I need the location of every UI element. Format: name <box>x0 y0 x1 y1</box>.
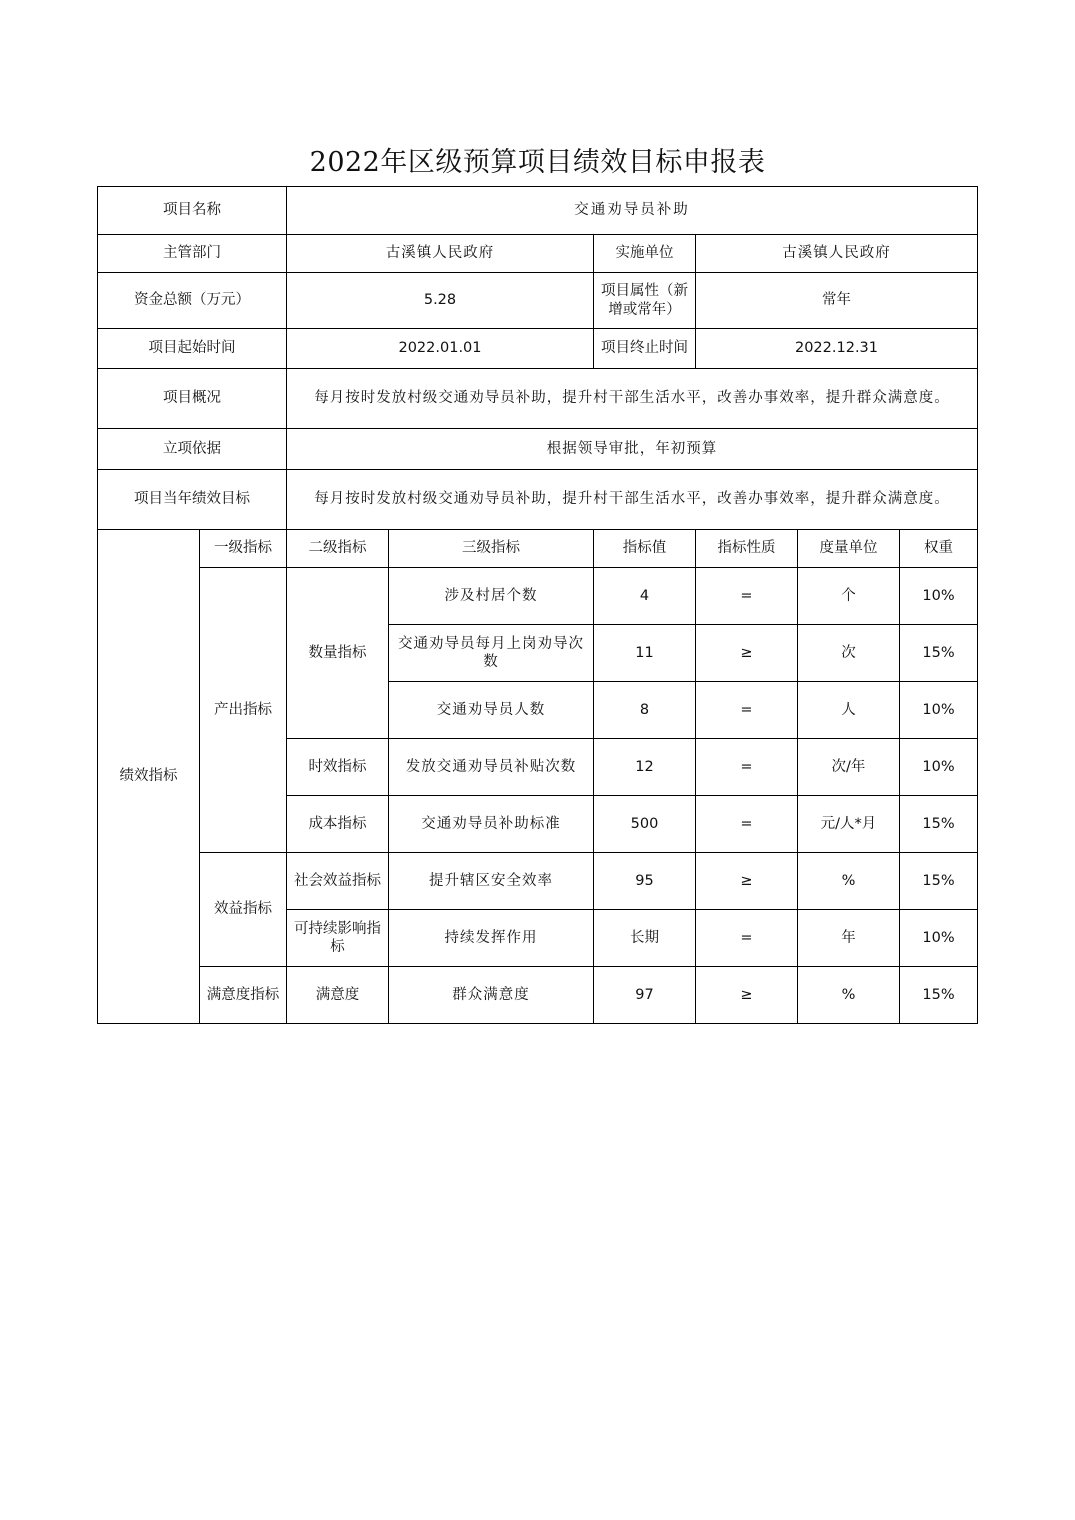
indicator-name: 持续发挥作用 <box>389 910 594 967</box>
indicator-value: 500 <box>594 796 696 853</box>
row-funds <box>98 273 978 329</box>
start-value: 2022.01.01 <box>287 329 594 369</box>
row-basis <box>98 429 978 470</box>
funds-label: 资金总额（万元） <box>98 273 287 329</box>
indicator-weight: 15% <box>900 625 978 682</box>
row-project-name <box>98 187 978 235</box>
indicator-weight: 15% <box>900 853 978 910</box>
indicator-unit: 次/年 <box>798 739 900 796</box>
indicator-value: 11 <box>594 625 696 682</box>
goal-value: 每月按时发放村级交通劝导员补助，提升村干部生活水平，改善办事效率，提升群众满意度。 <box>287 470 978 530</box>
dept-label: 主管部门 <box>98 235 287 273</box>
indicator-nature: = <box>696 739 798 796</box>
indicator-weight: 15% <box>900 796 978 853</box>
project-name-value: 交通劝导员补助 <box>287 187 978 235</box>
indicator-unit: 次 <box>798 625 900 682</box>
indicator-nature: = <box>696 796 798 853</box>
indicator-unit: 人 <box>798 682 900 739</box>
level2-timeliness: 时效指标 <box>287 739 389 796</box>
header-unit: 度量单位 <box>798 530 900 568</box>
row-overview <box>98 369 978 429</box>
impl-unit-value: 古溪镇人民政府 <box>696 235 978 273</box>
header-nature: 指标性质 <box>696 530 798 568</box>
indicator-header-row <box>98 530 978 568</box>
indicator-nature: = <box>696 910 798 967</box>
indicator-unit: % <box>798 853 900 910</box>
project-name-label: 项目名称 <box>98 187 287 235</box>
row-dates <box>98 329 978 369</box>
header-level2: 二级指标 <box>287 530 389 568</box>
level2-sustainable: 可持续影响指标 <box>287 910 389 967</box>
attr-value: 常年 <box>696 273 978 329</box>
indicator-value: 8 <box>594 682 696 739</box>
indicator-value: 97 <box>594 967 696 1024</box>
level2-social-benefit: 社会效益指标 <box>287 853 389 910</box>
header-level1: 一级指标 <box>200 530 287 568</box>
indicator-value: 12 <box>594 739 696 796</box>
indicator-nature: ≥ <box>696 967 798 1024</box>
basis-value: 根据领导审批，年初预算 <box>287 429 978 470</box>
start-label: 项目起始时间 <box>98 329 287 369</box>
indicator-name: 涉及村居个数 <box>389 568 594 625</box>
indicator-weight: 10% <box>900 910 978 967</box>
indicator-name: 发放交通劝导员补贴次数 <box>389 739 594 796</box>
funds-value: 5.28 <box>287 273 594 329</box>
indicator-weight: 10% <box>900 682 978 739</box>
impl-unit-label: 实施单位 <box>594 235 696 273</box>
row-dept <box>98 235 978 273</box>
goal-label: 项目当年绩效目标 <box>98 470 287 530</box>
row-goal <box>98 470 978 530</box>
attr-label: 项目属性（新增或常年） <box>594 273 696 329</box>
indicator-unit: 个 <box>798 568 900 625</box>
indicator-name: 交通劝导员每月上岗劝导次数 <box>389 625 594 682</box>
indicator-nature: ≥ <box>696 625 798 682</box>
indicator-nature: = <box>696 568 798 625</box>
indicator-weight: 15% <box>900 967 978 1024</box>
indicator-value: 95 <box>594 853 696 910</box>
table-row <box>98 853 978 910</box>
indicator-value: 长期 <box>594 910 696 967</box>
page-title: 2022年区级预算项目绩效目标申报表 <box>309 147 766 178</box>
table-row <box>98 967 978 1024</box>
table-row <box>98 568 978 625</box>
indicator-name: 交通劝导员补助标准 <box>389 796 594 853</box>
indicator-value: 4 <box>594 568 696 625</box>
level2-cost: 成本指标 <box>287 796 389 853</box>
level2-quantity: 数量指标 <box>287 568 389 739</box>
level1-satisfaction: 满意度指标 <box>200 967 287 1024</box>
indicator-nature: = <box>696 682 798 739</box>
header-level3: 三级指标 <box>389 530 594 568</box>
header-weight: 权重 <box>900 530 978 568</box>
indicator-name: 提升辖区安全效率 <box>389 853 594 910</box>
indicator-weight: 10% <box>900 568 978 625</box>
end-value: 2022.12.31 <box>696 329 978 369</box>
budget-table <box>97 186 978 1024</box>
indicator-name: 交通劝导员人数 <box>389 682 594 739</box>
indicator-nature: ≥ <box>696 853 798 910</box>
indicator-weight: 10% <box>900 739 978 796</box>
level1-benefit: 效益指标 <box>200 853 287 967</box>
overview-value: 每月按时发放村级交通劝导员补助，提升村干部生活水平，改善办事效率，提升群众满意度。 <box>287 369 978 429</box>
basis-label: 立项依据 <box>98 429 287 470</box>
end-label: 项目终止时间 <box>594 329 696 369</box>
indicator-unit: 年 <box>798 910 900 967</box>
level1-output: 产出指标 <box>200 568 287 853</box>
perf-label: 绩效指标 <box>98 530 200 1024</box>
dept-value: 古溪镇人民政府 <box>287 235 594 273</box>
overview-label: 项目概况 <box>98 369 287 429</box>
indicator-name: 群众满意度 <box>389 967 594 1024</box>
level2-satisfaction: 满意度 <box>287 967 389 1024</box>
indicator-unit: % <box>798 967 900 1024</box>
indicator-unit: 元/人*月 <box>798 796 900 853</box>
header-value: 指标值 <box>594 530 696 568</box>
